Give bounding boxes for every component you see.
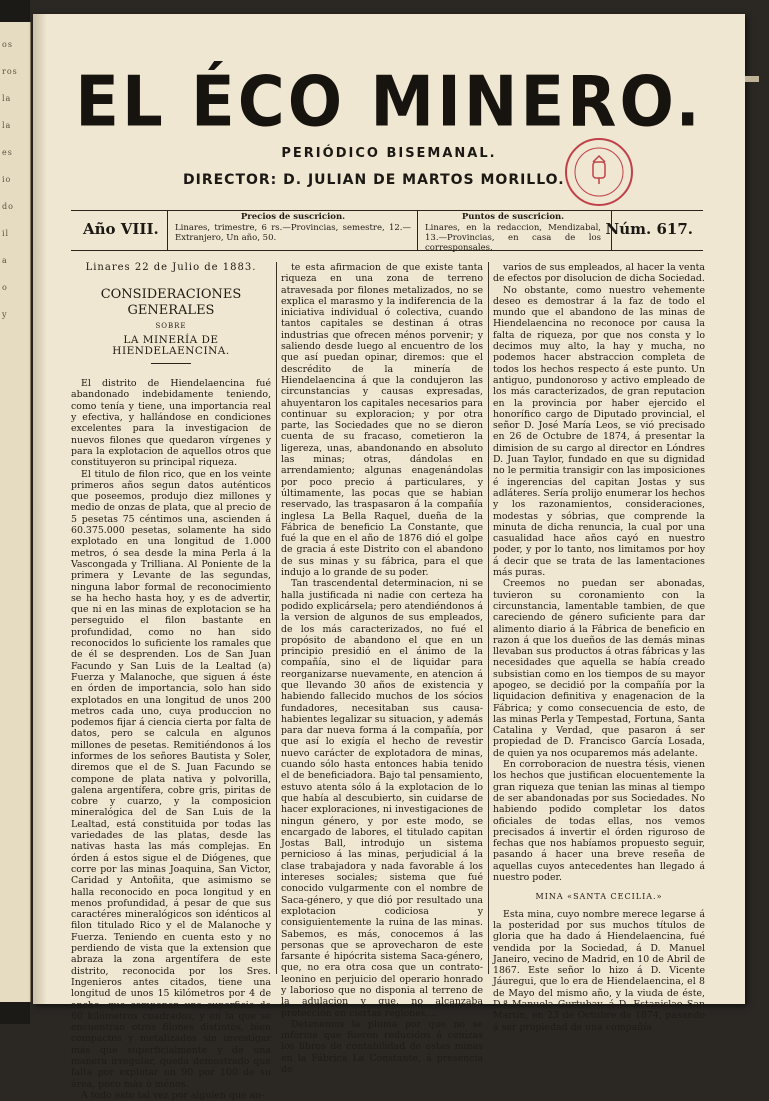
points-heading: Puntos de suscricion. xyxy=(461,212,565,222)
section-heading: MINA «SANTA CECILIA.» xyxy=(535,892,663,902)
issue-number: Núm. 617. xyxy=(605,220,693,238)
prev-fragment: il xyxy=(2,229,10,238)
prev-fragment: io xyxy=(2,175,12,184)
page-edge-mark xyxy=(745,76,759,82)
newspaper-page xyxy=(33,14,745,1101)
paragraph: En corroboracion de nuestra tésis, vienen los hechos que justifican elocuentemente la gran riqueza que tenian las minas al tiempo de ser abandonadas por sus Sociedades. No habiendo podido completar los datos oficiales de todas ellas, nos vemos precisados á invertir el órden riguroso de fechas que nos habíamos propuesto seguir, pasando á hacer una breve reseña de aquellas cuyos antecedentes han llegado á nuestro poder. xyxy=(493,759,705,884)
subscription-box xyxy=(71,210,703,253)
column-divider xyxy=(488,262,489,974)
prev-fragment: do xyxy=(2,202,14,211)
paragraph: El titulo de filon rico, que en los veinte primeros años segun datos auténticos que poseemos, produjo diez millones y medio de onzas de plata, que al precio de 5 pesetas 75 céntimos una, ascienden á 60.375.000 pesetas, solamente ha sido explotado en una longitud de 1.000 metros, ó sea desde la mina Perla á la Vascongada y Trilliana. Al Poniente de la primera y Levante de las segundas, ninguna labor formal de reconocimiento se ha hecho hasta hoy, y es de advertir, que ni en las minas de explotacion se ha perseguido el filon bastante en profundidad, como no han sido reconocidos lo suficiente los ramales que de él se desprenden. Los de San Juan Facundo y San Luis de la Lealtad (a) Fuerza y Malanoche, que siguen á éste en órden de importancia, solo han sido explotados en una longitud de unos 200 metros cada uno, cuya produccion no podemos fijar á ciencia cierta por falta de datos, pero se calcula en algunos millones de pesetas. Remitiéndonos á los informes de los señores Bautista y Soler, diremos que el de S. Juan Facundo se compone de plata nativa y polvorilla, galena argentífera, cobre gris, piritas de cobre y cuarzo, y la composicion mineralógica del de San Luis de la Lealtad, está constituida por todas las variedades de las platas, desde las nativas hasta las más complejas. En órden á estos sigue el de Diógenes, que corre por las minas Joaquina, San Victor, Caridad y Antoñita, que asimismo se halla reconocido en poca longitud y en menos profundidad, á pesar de que sus caractéres mineralógicos son idénticos al filon titulado Rico y el de Malanoche y Fuerza. Teniendo en cuenta esto y no perdiendo de vista que la extension que abraza la zona argentífera de este distrito, reconocida por los Sres. Ingenieros antes citados, tiene una longitud de unos 15 kilómetros por 4 de ancho, que componen una superficie de 60 kilómetros cuadrados, y en la que se encuentran otros filones distintos, bien compactos y metalizados sin investigar más que superficialmente y de una manera irregular, queda demostrado que falta por explotar un 90 por 100 de su área, poco más ó ménos. xyxy=(71,468,271,1090)
prev-fragment: y xyxy=(2,310,8,319)
column-1 xyxy=(71,262,271,1101)
page-shadow xyxy=(33,14,47,1004)
prices-text: Linares, trimestre, 6 rs.—Provincias, semestre, 12.—Extranjero, Un año, 50. xyxy=(175,223,411,243)
year-label: Año VIII. xyxy=(83,220,159,238)
article-sobre: SOBRE xyxy=(155,322,187,331)
prev-fragment: la xyxy=(2,94,12,103)
info-divider xyxy=(167,210,168,250)
library-stamp xyxy=(565,138,633,206)
masthead-title: EL ÉCO MINERO. xyxy=(75,63,703,143)
paragraph: Detenemos la pluma por que no se informe que fueron reducidos á cenizas los libros de contabilidad de estas minas en la Fábrica La Constante, á presencia de xyxy=(281,1018,483,1076)
masthead-director: DIRECTOR: D. JULIAN DE MARTOS MORILLO. xyxy=(183,172,565,188)
prev-fragment: o xyxy=(2,283,8,292)
prev-fragment: a xyxy=(2,256,8,265)
prev-fragment: ros xyxy=(2,67,18,76)
prev-fragment: es xyxy=(2,148,13,157)
paragraph: Creemos no puedan ser abonadas, tuvieron su coronamiento con la circunstancia, lamentable tambien, de que careciendo de género suficiente para dar alimento diario á la Fábrica de beneficio en razon á que los dueños de las demás minas llevaban sus productos á otras fábricas y las necesidades que aquella se había creado subsistian como en los tiempos de su mayor apogeo, se decidió por la compañía por la liquidacion definitiva y enagenacion de la Fábrica; y como consecuencia de esto, de las minas Perla y Tempestad, Fortuna, Santa Catalina y Verdad, que pasaron á ser propiedad de D. Francisco García Losada, de quien ya nos ocuparemos más adelante. xyxy=(493,578,706,759)
paragraph: Esta mina, cuyo nombre merece legarse á la posteridad por sus muchos títulos de gloria que ha dado á Hiendelaencina, fué vendida por la Sociedad, á D. Manuel Janeiro, vecino de Madrid, en 10 de Abril de 1867. Este señor lo hizo á D. Vicente Jáuregui, que lo era de Hiendelaencina, el 8 de Mayo del mismo año, y la viuda de éste, D.ª Manuela Gurtubay, á D. Estanislao San Martín, en 23 de Octubre de 1874, pasando á ser propiedad de una compañía xyxy=(493,908,705,1033)
paragraph: te esta afirmacion de que existe tanta riqueza en una zona de terreno atravesada por filones metalizados, no se explica el marasmo y la indiferencia de la iniciativa individual ó colectiva, cuando tantos capitales se destinan á otras industrias que ofrecen ménos porvenir; y saliendo desde luego al encuentro de los que así puedan opinar, diremos: que el descrédito de la minería de Hiendelaencina á que la condujeron las circunstancias y causas expresadas, ahuyentaron los capitales necesarios para continuar su exploracion; y por otra parte, las Sociedades que no se dieron cuenta de su fracaso, cometieron la ligereza, unas, abandonando en absoluto las minas; otras, dándolas en arrendamiento; algunas enagenándolas por poco precio á particulares, y últimamente, las pocas que se habian reservado, las traspasaron á la compañía inglesa La Bella Raquel, dueña de la Fábrica de beneficio La Constante, que fué la que en el año de 1876 dió el golpe de gracia á este Distrito con el abandono de sus minas y su fábrica, para el que indujo a lo grande de su poder. xyxy=(281,262,483,579)
points-text: Linares, en la redaccion, Mendizabal, 13.—Provincias, en casa de los corresponsales. xyxy=(425,223,601,253)
paragraph: varios de sus empleados, al hacer la venta de efectos por disolucion de dicha Sociedad. xyxy=(493,262,705,285)
points-block xyxy=(425,212,601,253)
prev-fragment: os xyxy=(2,40,13,49)
paragraph: A todo esto tal vez por alguien que an- xyxy=(81,1089,265,1101)
paragraph: No obstante, como nuestro vehemente deseo es demostrar á la faz de todo el mundo que el abandono de las minas de Hiendelaencina no reconoce por causa la falta de riqueza, por que nos consta y lo decimos muy alto, la hay y mucha, no podemos hacer abstraccion completa de todos los hechos respecto á este punto. Un antiguo, pundonoroso y activo empleado de los más caracterizados, de gran reputacion en la provincia por haber ejercido el honorífico cargo de Diputado provincial, el señor D. José María Leos, se vió precisado en 26 de Octubre de 1874, á presentar la dimision de su cargo al director en Lóndres D. Juan Taylor, fundado en que su dignidad no le permitia transigir con las imposiciones é ingerencias del capitan Jostas y sus adláteres. Sería prolijo enumerar los hechos y los razonamientos, consideraciones, modestas y sóbrias, que comprende la minuta de dicha renuncia, la cual por una casualidad hace años cayó en nuestro poder, y por lo tanto, nos limitamos por hoy á decir que se trata de las lamentaciones más puras. xyxy=(493,284,705,579)
article-title: CONSIDERACIONES GENERALES xyxy=(100,287,242,319)
prices-heading: Precios de suscricion. xyxy=(240,212,346,222)
column-2 xyxy=(281,262,483,1076)
article-date: Linares 22 de Julio de 1883. xyxy=(85,262,257,273)
column-3 xyxy=(493,262,706,1033)
article-subtitle: LA MINERÍA DE HIENDELAENCINA. xyxy=(112,333,230,357)
paragraph: Tan trascendental determinacion, ni se halla justificada ni nadie con certeza ha podido explicársela; pero atendiéndonos á la version de algunos de sus empleados, de los más caracterizados, no fué el propósito de abandono el que en un principio presidió en el ánimo de la compañía, sino el de liquidar para reorganizarse nuevamente, en atencion á que llevando 30 años de existencia y habiendo fallecido muchos de los sócios fundadores, necesitaban sus causa-habientes legalizar su situacion, y además para dar nueva forma á la compañía, por que así lo exigía el hecho de revestir nuevo carácter de explotadora de minas, cuando sólo hasta entonces habia tenido el de beneficiadora. Bajo tal pensamiento, estuvo atenta sólo á la explotacion de lo que había al descubierto, sin cuidarse de hacer exploraciones, ni investigaciones de ningun género, y por este modo, se encargado de labores, el titulado capitan Jostas Ball, introdujo un sistema pernicioso á las minas, perjudicial á la clase trabajadora y nada favorable á los intereses sociales; sistema que fué conocido vulgarmente con el nombre de Saca-género, y que dió por resultado una explotacion codiciosa y consiguientemente la ruina de las minas. Sabemos, es más, conocemos á las personas que se aprovecharon de este farsante é hipócrita sistema Saca-género, que, no era otra cosa que un contrato-leonino en perjuicio del operario honrado y laborioso que no disponia al terreno de la adulacion y que, no alcanzaba proteccion en ciertas regiones.... xyxy=(281,578,483,1019)
masthead-subtitle: PERIÓDICO BISEMANAL. xyxy=(281,146,497,161)
stamp-emblem-icon xyxy=(567,140,631,204)
info-divider xyxy=(417,210,418,250)
prices-block xyxy=(175,212,411,243)
previous-page-edge xyxy=(0,22,31,1002)
prev-fragment: la xyxy=(2,121,12,130)
info-bottom-rule xyxy=(71,250,703,251)
title-rule xyxy=(151,363,191,364)
paragraph: El distrito de Hiendelaencina fué abandonado indebidamente teniendo, como tenía y tiene, una importancia real y efectiva, y hallándose en condiciones excelentes para la investigacion de nuevos filones que quedaron vírgenes y para la explotacion de aquellos otros que constituyeron su principal riqueza. xyxy=(71,378,271,469)
column-divider xyxy=(276,262,277,974)
